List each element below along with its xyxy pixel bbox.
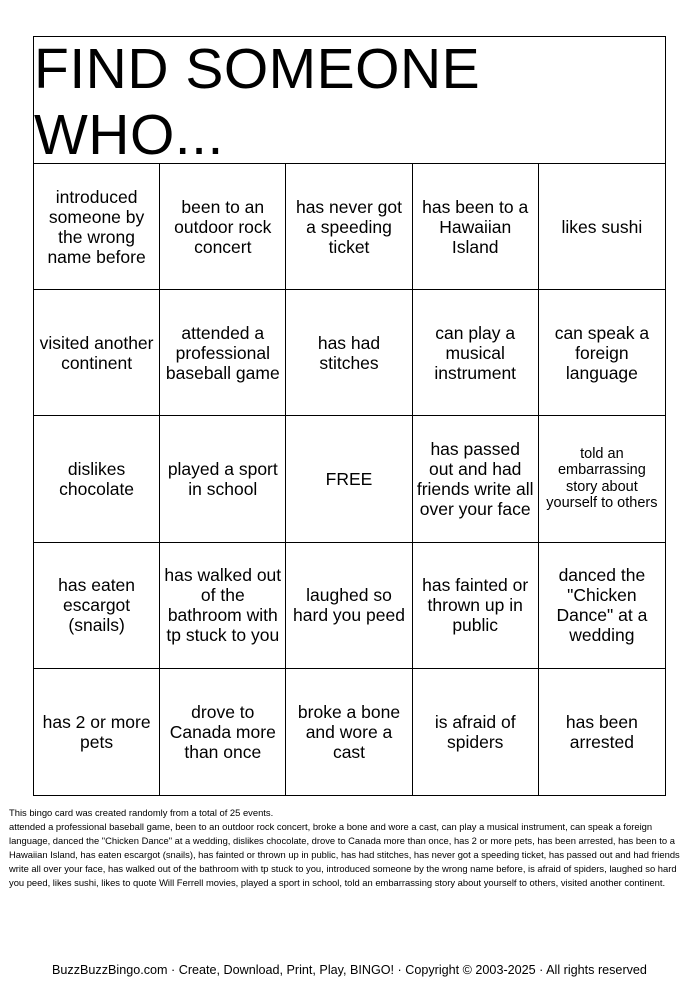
bingo-cell: has eaten escargot (snails) — [34, 543, 160, 669]
bingo-cell: been to an outdoor rock concert — [160, 164, 286, 290]
bingo-cell: played a sport in school — [160, 416, 286, 542]
bingo-cell: has fainted or thrown up in public — [413, 543, 539, 669]
bingo-cell: has 2 or more pets — [34, 669, 160, 795]
bingo-cell: has walked out of the bathroom with tp stuck to you — [160, 543, 286, 669]
bingo-cell: can play a musical instrument — [413, 290, 539, 416]
bingo-cell: broke a bone and wore a cast — [286, 669, 412, 795]
bingo-cell: has been arrested — [565, 711, 638, 752]
bingo-cell: attended a professional baseball game — [160, 290, 286, 416]
card-footnote — [9, 806, 691, 890]
bingo-grid — [34, 164, 665, 795]
bingo-cell: is afraid of spiders — [413, 669, 539, 795]
bingo-card — [33, 36, 666, 796]
footnote-event-list: attended a professional baseball game, been to an outdoor rock concert, broke a bone and wore a cast, can play a musical instrument, can speak a foreign language, danced the "Chicken Dance" at a wedding, dislikes chocolate, drove to Canada more than once, has 2 or more pets, has been arrested, has been to a Hawaiian Island, has eaten escargot (snails), has fainted or thrown up in public, has had stitches, has never got a speeding ticket, has passed out and had friends write all over your face, has walked out of the bathroom with tp stuck to you, introduced someone by the wrong name before, is afraid of spiders, laughed so hard you peed, likes sushi, likes to quote Will Ferrell movies, played a sport in school, told an embarrassing story about yourself to others, visited another continent. — [9, 821, 680, 888]
bingo-cell: has had stitches — [286, 290, 412, 416]
bingo-cell: has been to a Hawaiian Island — [413, 164, 539, 290]
bingo-cell: told an embarrassing story about yourself to others — [539, 416, 665, 542]
bingo-cell: danced the "Chicken Dance" at a wedding — [539, 543, 665, 669]
bingo-cell: visited another continent — [34, 290, 160, 416]
bingo-cell: introduced someone by the wrong name before — [34, 164, 160, 290]
bingo-cell: laughed so hard you peed — [286, 543, 412, 669]
bingo-cell: can speak a foreign language — [539, 290, 665, 416]
bingo-cell: likes sushi — [539, 164, 665, 290]
bingo-cell: drove to Canada more than once — [160, 669, 286, 795]
bingo-cell: has passed out and had friends write all over your face — [413, 416, 539, 542]
card-title: FIND SOMEONE WHO... — [34, 37, 665, 164]
free-space-cell: FREE — [286, 416, 412, 542]
site-footer: BuzzBuzzBingo.com · Create, Download, Print, Play, BINGO! · Copyright © 2003-2025 · All rights reserved — [52, 963, 647, 977]
bingo-cell: dislikes chocolate — [34, 416, 160, 542]
footnote-intro: This bingo card was created randomly from a total of 25 events. — [9, 807, 274, 818]
bingo-cell: has never got a speeding ticket — [286, 164, 412, 290]
